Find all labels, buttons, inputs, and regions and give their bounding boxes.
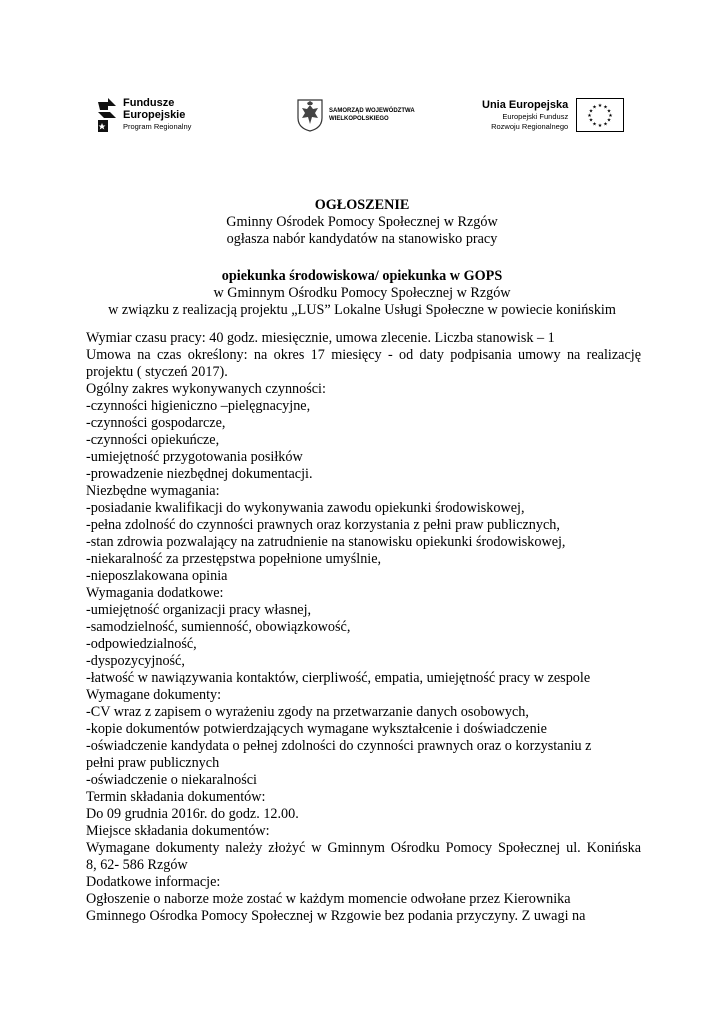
fe-line-3: Program Regionalny xyxy=(123,122,192,131)
svg-text:★: ★ xyxy=(603,121,608,128)
fundusze-europejskie-logo xyxy=(96,96,191,134)
ue-line-1: Unia Europejska xyxy=(482,99,569,111)
body-line: Dodatkowe informacje: xyxy=(86,874,221,890)
announcement-header xyxy=(60,197,664,319)
body-line: -samodzielność, sumienność, obowiązkowość, xyxy=(86,619,351,635)
body-line: Wymiar czasu pracy: 40 godz. miesięcznie, umowa zlecenie. Liczba stanowisk – 1 xyxy=(86,330,555,346)
svg-text:★: ★ xyxy=(597,103,603,109)
body-line: -oświadczenie o niekaralności xyxy=(86,772,257,788)
body-line: -CV wraz z zapisem o wyrażeniu zgody na przetwarzanie danych osobowych, xyxy=(86,704,529,720)
project-line: w związku z realizacją projektu „LUS” Lokalne Usługi Społeczne w powiecie konińskim xyxy=(108,302,616,318)
svg-text:★: ★ xyxy=(608,113,613,119)
body-line: -prowadzenie niezbędnej dokumentacji. xyxy=(86,466,313,482)
announcement-title: OGŁOSZENIE xyxy=(314,197,410,213)
svg-text:★: ★ xyxy=(587,113,592,119)
svg-text:★: ★ xyxy=(606,108,612,115)
svg-text:★: ★ xyxy=(603,104,608,111)
body-line: -oświadczenie kandydata o pełnej zdolności do czynności prawnych oraz o korzystaniu z xyxy=(86,738,592,754)
announcement-body xyxy=(86,330,641,925)
body-line: -czynności opiekuńcze, xyxy=(86,432,220,448)
sw-line-1: SAMORZĄD WOJEWÓDZTWA xyxy=(329,108,415,114)
svg-text:★: ★ xyxy=(588,108,594,115)
body-line: -pełna zdolność do czynności prawnych oraz korzystania z pełni praw publicznych, xyxy=(86,517,560,533)
body-line: Do 09 grudnia 2016r. do godz. 12.00. xyxy=(86,806,299,822)
position-title: opiekunka środowiskowa/ opiekunka w GOPS xyxy=(221,268,503,284)
body-line: Termin składania dokumentów: xyxy=(86,789,266,805)
eu-flag-icon xyxy=(576,98,624,132)
fe-line-2: Europejskie xyxy=(123,109,186,121)
body-line: -nieposzlakowana opinia xyxy=(86,568,228,584)
svg-text:★: ★ xyxy=(588,117,594,124)
body-line: -czynności higieniczno –pielęgnacyjne, xyxy=(86,398,311,414)
fe-star-icon xyxy=(96,96,118,134)
body-line: -dyspozycyjność, xyxy=(86,653,185,669)
svg-text:★: ★ xyxy=(597,123,603,129)
position-place: w Gminnym Ośrodku Pomocy Społecznej w Rzgów xyxy=(213,285,511,301)
body-line: -niekaralność za przestępstwa popełnione umyślnie, xyxy=(86,551,382,567)
body-line: Wymagane dokumenty należy złożyć w Gminnym Ośrodku Pomocy Społecznej ul. Konińska xyxy=(86,840,641,856)
announcement-intro: ogłasza nabór kandydatów na stanowisko pracy xyxy=(226,231,498,247)
ue-line-3: Rozwoju Regionalnego xyxy=(491,122,569,131)
logo-bar xyxy=(0,96,724,140)
body-line: 8, 62- 586 Rzgów xyxy=(86,857,188,873)
body-line: -czynności gospodarcze, xyxy=(86,415,226,431)
eagle-crest-icon xyxy=(296,98,324,132)
ue-line-2: Europejski Fundusz xyxy=(502,112,569,121)
body-line: Wymagania dodatkowe: xyxy=(86,585,224,601)
organization-name: Gminny Ośrodek Pomocy Społecznej w Rzgów xyxy=(226,214,498,230)
body-line: Miejsce składania dokumentów: xyxy=(86,823,270,839)
body-line: pełni praw publicznych xyxy=(86,755,220,771)
body-line: Ogólny zakres wykonywanych czynności: xyxy=(86,381,326,397)
body-line: -umiejętność organizacji pracy własnej, xyxy=(86,602,312,618)
sw-line-2: WIELKOPOLSKIEGO xyxy=(329,116,389,122)
body-line: Ogłoszenie o naborze może zostać w każdym momencie odwołane przez Kierownika xyxy=(86,891,571,907)
body-line: Umowa na czas określony: na okres 17 miesięcy - od daty podpisania umowy na realizację xyxy=(86,347,641,363)
body-line: projektu ( styczeń 2017). xyxy=(86,364,228,380)
body-line: Niezbędne wymagania: xyxy=(86,483,220,499)
fe-line-1: Fundusze xyxy=(123,97,175,109)
body-line: -umiejętność przygotowania posiłków xyxy=(86,449,303,465)
svg-text:★: ★ xyxy=(606,117,612,124)
body-line: -odpowiedzialność, xyxy=(86,636,197,652)
body-line: -kopie dokumentów potwierdzających wymagane wykształcenie i doświadczenie xyxy=(86,721,547,737)
samorzad-logo xyxy=(296,98,415,132)
svg-text:★: ★ xyxy=(592,104,597,111)
body-line: Gminnego Ośrodka Pomocy Społecznej w Rzgowie bez podania przyczyny. Z uwagi na xyxy=(86,908,586,924)
body-line: -stan zdrowia pozwalający na zatrudnienie na stanowisku opiekunki środowiskowej, xyxy=(86,534,566,550)
body-line: -posiadanie kwalifikacji do wykonywania zawodu opiekunki środowiskowej, xyxy=(86,500,525,516)
unia-europejska-logo xyxy=(482,98,624,132)
body-line: -łatwość w nawiązywania kontaktów, cierpliwość, empatia, umiejętność pracy w zespole xyxy=(86,670,591,686)
body-line: Wymagane dokumenty: xyxy=(86,687,222,703)
svg-text:★: ★ xyxy=(592,121,597,128)
